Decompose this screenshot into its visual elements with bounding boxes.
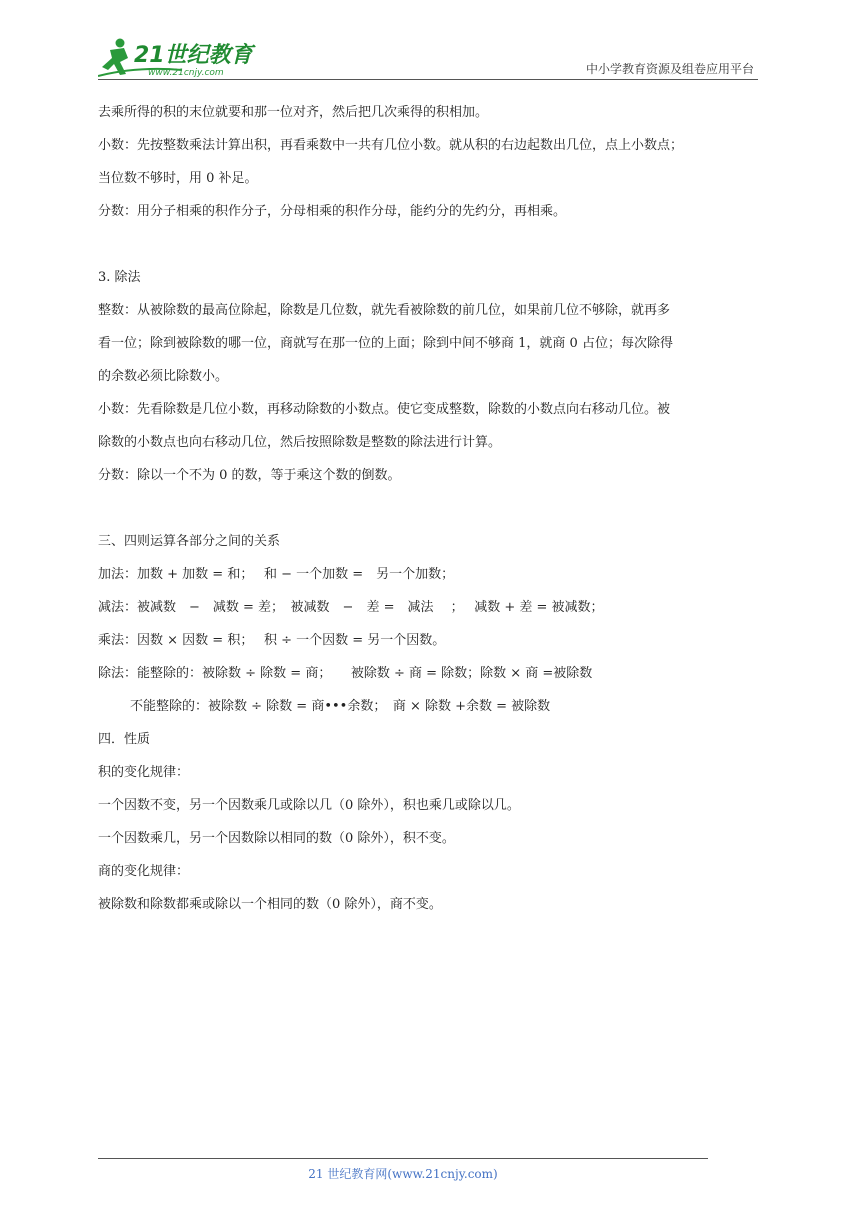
document-body [98, 96, 768, 921]
paragraph-line: 分数：用分子相乘的积作分子，分母相乘的积作分母，能约分的先约分，再相乘。 [98, 204, 567, 219]
section-title-division: 3. 除法 [98, 270, 141, 285]
platform-name: 中小学教育资源及组卷应用平台 [585, 62, 754, 76]
runner-logo-icon [98, 36, 268, 80]
relation-division-remainder: 不能整除的：被除数 ÷ 除数 = 商•••余数； 商 × 除数 +余数 = 被除数 [130, 699, 551, 714]
paragraph-line: 一个因数乘几，另一个因数除以相同的数（0 除外），积不变。 [98, 831, 455, 846]
page-header [98, 30, 758, 80]
relation-subtraction: 减法：被减数 − 减数 = 差； 被减数 − 差 = 减法 ； 减数 + 差 = 被减数； [98, 600, 604, 615]
paragraph-line: 积的变化规律： [98, 765, 190, 780]
relation-multiplication: 乘法：因数 × 因数 = 积； 积 ÷ 一个因数 = 另一个因数。 [98, 633, 446, 648]
site-logo [98, 36, 268, 80]
logo-sub-text: www.21cnjy.com [148, 68, 224, 78]
paragraph-line: 商的变化规律： [98, 864, 190, 879]
footer-divider [98, 1158, 708, 1159]
paragraph-line: 去乘所得的积的末位就要和那一位对齐，然后把几次乘得的积相加。 [98, 105, 489, 120]
footer-link[interactable]: 21 世纪教育网(www.21cnjy.com) [308, 1167, 498, 1181]
paragraph-line: 一个因数不变，另一个因数乘几或除以几（0 除外），积也乘几或除以几。 [98, 798, 520, 813]
paragraph-line: 分数：除以一个不为 0 的数，等于乘这个数的倒数。 [98, 468, 401, 483]
paragraph-line: 除数的小数点也向右移动几位，然后按照除数是整数的除法进行计算。 [98, 435, 502, 450]
relation-addition: 加法：加数 + 加数 = 和； 和 − 一个加数 = 另一个加数； [98, 567, 455, 582]
blank-line [98, 492, 768, 525]
section-title-relations: 三、四则运算各部分之间的关系 [98, 534, 281, 549]
paragraph-line: 的余数必须比除数小。 [98, 369, 229, 384]
paragraph-line: 被除数和除数都乘或除以一个相同的数（0 除外），商不变。 [98, 897, 442, 912]
paragraph-line: 整数：从被除数的最高位除起，除数是几位数，就先看被除数的前几位，如果前几位不够除，就再多 [98, 303, 671, 318]
logo-main-text: 21世纪教育 [134, 43, 253, 68]
blank-line [98, 228, 768, 261]
paragraph-line: 看一位；除到被除数的哪一位，商就写在那一位的上面；除到中间不够商 1，就商 0 占位；每次除得 [98, 336, 673, 351]
paragraph-line: 小数：先按整数乘法计算出积，再看乘数中一共有几位小数。就从积的右边起数出几位，点上小数点； [98, 138, 684, 153]
section-title-properties: 四．性质 [98, 732, 151, 747]
paragraph-line: 小数：先看除数是几位小数，再移动除数的小数点。使它变成整数，除数的小数点向右移动几位。被 [98, 402, 671, 417]
relation-division: 除法：能整除的：被除数 ÷ 除数 = 商； 被除数 ÷ 商 = 除数；除数 × 商 =被除数 [98, 666, 593, 681]
header-divider [98, 79, 758, 80]
paragraph-line: 当位数不够时，用 0 补足。 [98, 171, 258, 186]
